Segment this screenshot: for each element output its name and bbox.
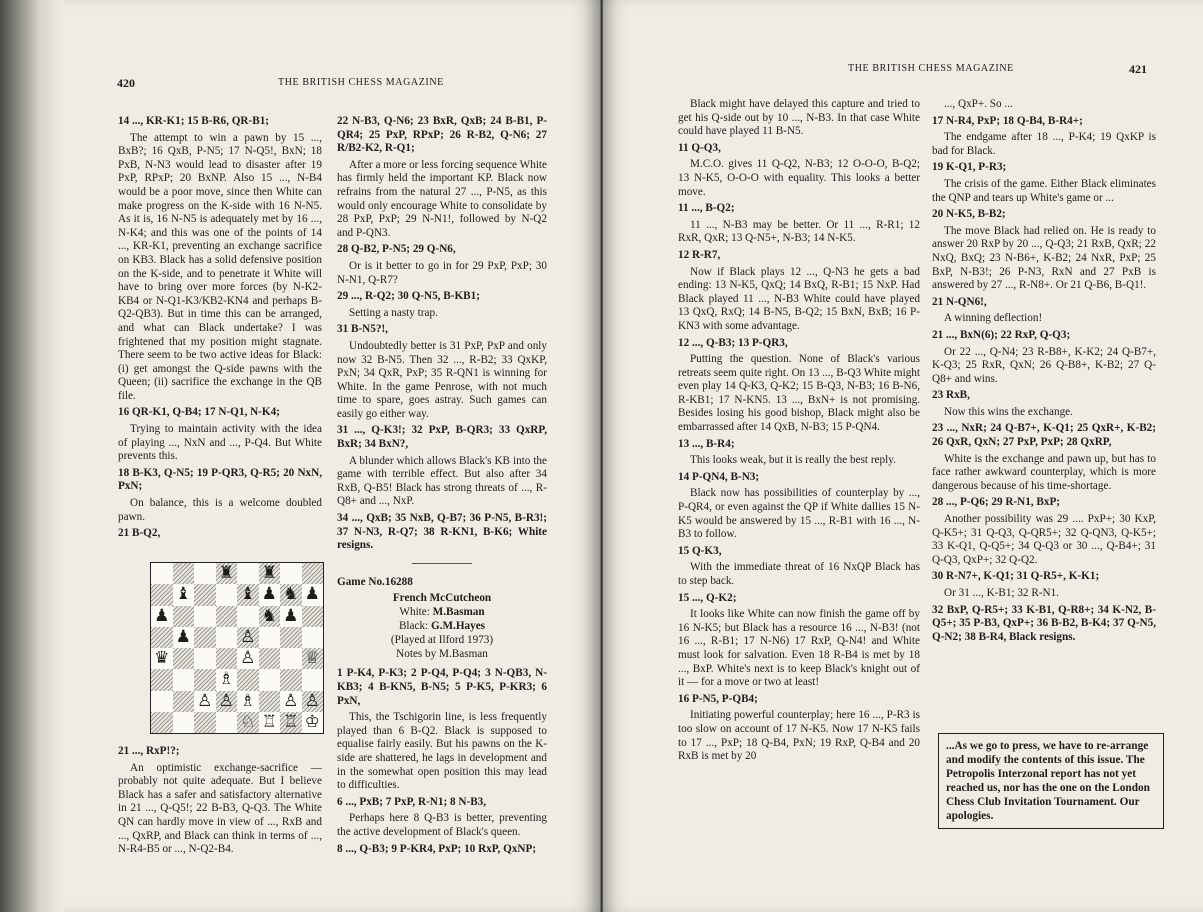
chess-piece-icon: ♟ xyxy=(304,584,320,605)
board-square xyxy=(173,648,195,669)
annotation: Trying to maintain activity with the idea of playing ..., NxN and ..., P-Q4. But White prevents this. xyxy=(118,423,322,463)
move-line: 19 K-Q1, P-R3; xyxy=(932,161,1007,174)
annotation: After a more or less forcing sequence White has firmly held the important KP. Black now refrains from the natural 27 ..., P-N5, as this would only encourage White to consolidate by 28 PxP, PxP; 29 N-N1!, followed by N-Q2 and P-QN3. xyxy=(337,158,547,239)
board-square xyxy=(173,712,195,733)
board-square xyxy=(216,584,238,605)
move-line: 16 P-N5, P-QB4; xyxy=(678,692,758,705)
board-square xyxy=(259,648,281,669)
chess-piece-icon: ♝ xyxy=(240,584,256,605)
move-line: 15 ..., Q-K2; xyxy=(678,591,737,604)
chess-piece-icon: ♜ xyxy=(261,563,277,584)
game-header xyxy=(337,591,547,661)
board-square xyxy=(237,584,259,605)
annotation: It looks like White can now finish the game off by 16 N-K5; but Black has a resource 16 ..., N-B3! (not 16 ..., R-B1; 17 N-N6) 17 RxP, Q-N4! and White must look for salvation. Even 18 R-B4 is met by 18 ..., BxP. White's next is to keep Black's knight out of it — for a move or two at least! xyxy=(678,608,920,689)
board-square xyxy=(151,712,173,733)
board-square xyxy=(194,712,216,733)
annotation: With the immediate threat of 16 NxQP Black has to step back. xyxy=(678,561,920,587)
chess-piece-icon: ♙ xyxy=(197,690,213,711)
board-square xyxy=(216,627,238,648)
board-square xyxy=(151,669,173,690)
board-square xyxy=(216,669,238,690)
annotation: A winning deflection! xyxy=(944,312,1043,325)
chess-piece-icon: ♙ xyxy=(218,690,234,711)
white-player: White: M.Basman xyxy=(399,606,485,619)
left-column-1 xyxy=(118,112,322,544)
black-player: Black: G.M.Hayes xyxy=(398,620,486,633)
section-divider xyxy=(412,563,472,564)
move-line: 16 QR-K1, Q-B4; 17 N-Q1, N-K4; xyxy=(118,406,280,419)
board-square xyxy=(237,606,259,627)
move-line: 13 ..., B-R4; xyxy=(678,437,735,450)
move-line: 23 ..., NxR; 24 Q-B7+, K-Q1; 25 QxR+, K-B2; 26 QxR, QxN; 27 PxP, PxP; 28 QxRP, xyxy=(932,422,1156,449)
chess-piece-icon: ♗ xyxy=(240,690,256,711)
board-square xyxy=(216,563,238,584)
chess-piece-icon: ♗ xyxy=(218,669,234,690)
move-line: 21 B-Q2, xyxy=(118,527,161,540)
chess-piece-icon: ♕ xyxy=(304,648,320,669)
board-square xyxy=(302,712,324,733)
annotation: This, the Tschigorin line, is less frequently played than 6 B-Q2. Black is supposed to equalise fairly easily. But his pawns on the K-side are shattered, he lags in development and in the somewhat open position this may lead to difficulties. xyxy=(337,711,547,792)
board-square xyxy=(280,606,302,627)
chess-piece-icon: ♖ xyxy=(261,711,277,732)
chess-piece-icon: ♖ xyxy=(283,711,299,732)
move-line: 1 P-K4, P-K3; 2 P-Q4, P-Q4; 3 N-QB3, N-KB3; 4 B-KN5, B-N5; 5 P-K5, P-KR3; 6 PxN, xyxy=(337,667,547,707)
board-square xyxy=(259,606,281,627)
board-square xyxy=(280,563,302,584)
board-square xyxy=(194,691,216,712)
board-square xyxy=(237,648,259,669)
board-square xyxy=(194,627,216,648)
annotation: Initiating powerful counterplay; here 16 ..., P-R3 is too slow on account of 17 N-K5. Now 17 N-K5 fails to 17 ..., PxP; 18 Q-B4, PxN; 19 RxP, Q-B4 and 20 RxB is met by 20 xyxy=(678,709,920,763)
move-line: 28 Q-B2, P-N5; 29 Q-N6, xyxy=(337,243,456,256)
board-square xyxy=(259,563,281,584)
board-square xyxy=(259,627,281,648)
board-square xyxy=(216,606,238,627)
right-column-1 xyxy=(678,98,920,766)
board-square xyxy=(259,712,281,733)
annotation: Black might have delayed this capture and tried to get his Q-side out by 10 ..., N-B3. In that case White could have played 11 B-N5. xyxy=(678,98,920,138)
running-head-right: THE BRITISH CHESS MAGAZINE xyxy=(848,63,1014,74)
board-square xyxy=(280,584,302,605)
move-line: 32 BxP, Q-R5+; 33 K-B1, Q-R8+; 34 K-N2, B-Q5+; 35 P-B3, QxP+; 36 B-B2, B-K4; 37 Q-N5, Q-N2; 38 B-R4, Black resigns. xyxy=(932,603,1156,643)
left-page xyxy=(0,0,601,912)
chess-piece-icon: ♘ xyxy=(240,711,256,732)
chess-piece-icon: ♟ xyxy=(175,626,191,647)
move-line: 20 N-K5, B-B2; xyxy=(932,208,1006,221)
left-spine-shadow xyxy=(0,0,64,912)
annotation: Now if Black plays 12 ..., Q-N3 he gets a bad ending: 13 N-K5, QxQ; 14 BxQ, R-B1; 15 NxP. Had Black played 11 ..., N-B3 White could have played 13 QxQ, RxQ; 14 B-N5, B-Q2; 15 BxN, BxB; 16 P-KN3 with some advantage. xyxy=(678,265,920,332)
board-square xyxy=(151,627,173,648)
move-line: 22 N-B3, Q-N6; 23 BxR, QxB; 24 B-B1, P-QR4; 25 PxP, RPxP; 26 R-B2, Q-N6; 27 R/B2-K2, R-Q1; xyxy=(337,115,547,155)
chess-piece-icon: ♟ xyxy=(261,584,277,605)
board-square xyxy=(237,627,259,648)
board-square xyxy=(280,648,302,669)
chess-piece-icon: ♙ xyxy=(304,690,320,711)
board-square xyxy=(302,606,324,627)
chess-piece-icon: ♝ xyxy=(175,584,191,605)
chess-piece-icon: ♞ xyxy=(261,605,277,626)
move-line: 28 ..., P-Q6; 29 R-N1, BxP; xyxy=(932,496,1061,509)
move-line: 34 ..., QxB; 35 NxB, Q-B7; 36 P-N5, B-R3!; 37 N-N3, R-Q7; 38 R-KN1, B-K6; White resigns. xyxy=(337,512,547,552)
board-square xyxy=(259,669,281,690)
chess-piece-icon: ♙ xyxy=(240,648,256,669)
annotation: ..., QxP+. So ... xyxy=(944,98,1013,110)
board-square xyxy=(151,648,173,669)
board-square xyxy=(194,563,216,584)
annotation: Or is it better to go in for 29 PxP, PxP; 30 N-N1, Q-R7? xyxy=(337,259,547,286)
board-square xyxy=(302,691,324,712)
annotation: The endgame after 18 ..., P-K4; 19 QxKP is bad for Black. xyxy=(932,131,1156,157)
move-line: 6 ..., PxB; 7 PxP, R-N1; 8 N-B3, xyxy=(337,795,487,808)
annotator: Notes by M.Basman xyxy=(396,648,488,661)
annotation: Undoubtedly better is 31 PxP, PxP and only now 32 B-N5. Then 32 ..., R-B2; 33 QxKP, PxN; 34 QxR, PxP; 35 R-QN1 is winning for White. In the game Penrose, with not much time to spare, goes astray. Such games can easily go either way. xyxy=(337,339,547,420)
annotation: 11 ..., N-B3 may be better. Or 11 ..., R-R1; 12 RxR, QxR; 13 Q-N5+, N-B3; 14 N-K5. xyxy=(678,218,920,245)
move-line: 11 Q-Q3, xyxy=(678,141,721,154)
board-square xyxy=(173,563,195,584)
move-line: 14 P-QN4, B-N3; xyxy=(678,470,760,483)
move-line: 21 ..., RxP!?; xyxy=(118,745,180,757)
move-line: 31 B-N5?!, xyxy=(337,323,388,336)
move-line: 17 N-R4, PxP; 18 Q-B4, B-R4+; xyxy=(932,114,1083,127)
chess-piece-icon: ♜ xyxy=(218,563,234,584)
board-square xyxy=(280,712,302,733)
left-column-1-continued xyxy=(118,742,322,859)
game-venue: (Played at Ilford 1973) xyxy=(390,634,494,647)
move-line: 14 ..., KR-K1; 15 B-R6, QR-B1; xyxy=(118,115,270,127)
move-line: 21 N-QN6!, xyxy=(932,295,987,308)
annotation: On balance, this is a welcome doubled pawn. xyxy=(118,497,322,523)
chess-piece-icon: ♟ xyxy=(154,605,170,626)
annotation: An optimistic exchange-sacrifice — probably not quite adequate. But I believe Black has a safer and satisfactory alternative in 21 ..., Q-Q5!; 22 B-B3, Q-Q3. The White QN can hardly move in view of ..., RxB and ..., QxRP, and Black can think in terms of ..., N-R4-B5 or ..., N-Q2-B4. xyxy=(118,761,322,856)
page-number-left: 420 xyxy=(117,76,135,90)
annotation: Putting the question. None of Black's various retreats seem quite right. On 13 ..., B-Q3 White might even play 14 Q-K3, Q-K2; 15 B-Q3, N-B3; 16 B-N6, R-KB1; 17 N-KN5. 13 ..., BxN+ is not promising. Besides losing his good bishop, Black might also be embarrassed after 14 QxB, N-B3; 15 P-QN4. xyxy=(678,353,920,434)
move-line: 11 ..., B-Q2; xyxy=(678,202,735,215)
annotation: The crisis of the game. Either Black eliminates the QNP and tears up White's game or ... xyxy=(932,177,1156,204)
move-line: 23 RxB, xyxy=(932,389,970,402)
annotation: Another possibility was 29 .... PxP+; 30 KxP, Q-K5+; 31 Q-Q3, Q-QR5+; 32 Q-QN3, Q-K5+; 33 K-Q1, Q-Q5+; 34 Q-Q3 or 30 ..., Q-B4+; 31 Q-Q3, QxP+; 32 Q-Q2. xyxy=(932,513,1156,566)
opening-name: French McCutcheon xyxy=(392,592,492,605)
running-head-left: THE BRITISH CHESS MAGAZINE xyxy=(278,77,444,88)
move-line: 29 ..., R-Q2; 30 Q-N5, B-KB1; xyxy=(337,290,480,303)
board-square xyxy=(151,584,173,605)
annotation: Setting a nasty trap. xyxy=(349,306,438,319)
board-square xyxy=(173,691,195,712)
board-square xyxy=(237,669,259,690)
right-column-2 xyxy=(932,98,1156,647)
board-square xyxy=(216,648,238,669)
annotation: Perhaps here 8 Q-B3 is better, preventing the active development of Black's queen. xyxy=(337,812,547,838)
annotation: Or 31 ..., K-B1; 32 R-N1. xyxy=(944,587,1059,599)
board-square xyxy=(151,606,173,627)
board-square xyxy=(280,627,302,648)
board-square xyxy=(302,648,324,669)
board-square xyxy=(237,712,259,733)
chess-piece-icon: ♞ xyxy=(283,584,299,605)
board-square xyxy=(194,606,216,627)
board-square xyxy=(259,584,281,605)
move-line: 12 R-R7, xyxy=(678,248,721,261)
chess-piece-icon: ♛ xyxy=(154,648,170,669)
annotation: The attempt to win a pawn by 15 ..., BxB?; 16 QxB, P-N5; 17 N-Q5!, BxN; 18 PxB, N-N3 would lead to disaster after 19 PxP, RPxP; 20 BxNP. Also 15 ..., N-B4 would be a poor move, since then White can make progress on the K-side with 16 N-N5. As it is, 16 N-N5 is adequately met by 16 ..., N-K4; and this was one of the points of 14 ..., KR-K1, preventing an exchange sacrifice on KB3. Black has a solid defensive position on the K-side, and to penetrate it White will have to bring over more forces (by N-K2-KB4 or N-Q1-K3/KB2-KN4 and perhaps B-Q2-QB3). But in time this can be arranged, and what can Black undertake? I was frightened that my position might stagnate. There seem to be two active ideas for Black: (i) get amongst the Q-side pawns with the Queen; (ii) sacrifice the exchange in the QB file. xyxy=(118,131,322,402)
board-square xyxy=(173,627,195,648)
board-square xyxy=(259,691,281,712)
right-page xyxy=(602,0,1203,912)
annotation: The move Black had relied on. He is ready to answer 20 RxP by 20 ..., Q-Q3; 21 RxB, QxR; 22 NxQ, BxQ; 23 N-B6+, K-B2; 24 NxR, PxP; 25 BxP, N-B3!; 26 P-N3, RxN and 27 PxB is answered by 27 ..., R-N8+. Or 21 Q-B6, B-Q1!. xyxy=(932,224,1156,292)
chess-diagram xyxy=(150,562,324,734)
board-square xyxy=(194,669,216,690)
annotation: Black now has possibilities of counterplay by ..., P-QR4, or even against the QP if White dallies 15 N-K5 would be answered by 15 ..., R-B1 with 16 ..., N-B3 to follow. xyxy=(678,487,920,541)
move-line: 21 ..., BxN(6); 22 RxP, Q-Q3; xyxy=(932,328,1071,341)
left-column-2 xyxy=(337,112,547,859)
right-gutter-line xyxy=(602,0,603,912)
board-square xyxy=(280,691,302,712)
move-line: 30 R-N7+, K-Q1; 31 Q-R5+, K-K1; xyxy=(932,570,1100,583)
chess-piece-icon: ♙ xyxy=(240,626,256,647)
move-line: 31 ..., Q-K3!; 32 PxP, B-QR3; 33 QxRP, BxR; 34 BxN?, xyxy=(337,424,547,451)
annotation: This looks weak, but it is really the best reply. xyxy=(690,454,896,467)
page-number-right: 421 xyxy=(1129,62,1147,76)
board-square xyxy=(237,563,259,584)
move-line: 8 ..., Q-B3; 9 P-KR4, PxP; 10 RxP, QxNP; xyxy=(337,842,537,855)
chess-piece-icon: ♟ xyxy=(283,605,299,626)
board-square xyxy=(302,669,324,690)
board-square xyxy=(302,584,324,605)
press-notice-box: ...As we go to press, we have to re-arrange and modify the contents of this issue. The Petropolis Interzonal report has not yet reached us, nor has the one on the London Chess Club Invitation Tournament. Our apologies. xyxy=(938,733,1164,829)
board-square xyxy=(216,691,238,712)
annotation: M.C.O. gives 11 Q-Q2, N-B3; 12 O-O-O, B-Q2; 13 N-K5, O-O-O with equality. This looks a better move. xyxy=(678,158,920,198)
board-square xyxy=(151,691,173,712)
board-square xyxy=(280,669,302,690)
chess-piece-icon: ♙ xyxy=(283,690,299,711)
move-line: 15 Q-K3, xyxy=(678,544,722,557)
board-square xyxy=(302,627,324,648)
board-square xyxy=(151,563,173,584)
board-square xyxy=(302,563,324,584)
board-square xyxy=(173,669,195,690)
annotation: Or 22 ..., Q-N4; 23 R-B8+, K-K2; 24 Q-B7+, K-Q3; 25 RxR, QxN; 26 Q-B8+, K-B2; 27 Q-Q8+ and wins. xyxy=(932,345,1156,385)
board-square xyxy=(216,712,238,733)
board-square xyxy=(173,584,195,605)
move-line: 18 B-K3, Q-N5; 19 P-QR3, Q-R5; 20 NxN, PxN; xyxy=(118,466,322,493)
annotation: A blunder which allows Black's KB into the game with terrible effect. But also after 34 RxB, Q-B5! Black has strong threats of ..., R-Q8+ and ..., NxP. xyxy=(337,454,547,508)
annotation: Now this wins the exchange. xyxy=(944,405,1073,418)
annotation: White is the exchange and pawn up, but has to face rather awkward counterplay, which is more dangerous because of his time-shortage. xyxy=(932,452,1156,492)
game-number: Game No.16288 xyxy=(337,575,413,588)
move-line: 12 ..., Q-B3; 13 P-QR3, xyxy=(678,336,788,349)
chess-board xyxy=(151,563,323,733)
board-square xyxy=(237,691,259,712)
board-square xyxy=(194,648,216,669)
board-square xyxy=(173,606,195,627)
board-square xyxy=(194,584,216,605)
chess-piece-icon: ♔ xyxy=(304,711,320,732)
